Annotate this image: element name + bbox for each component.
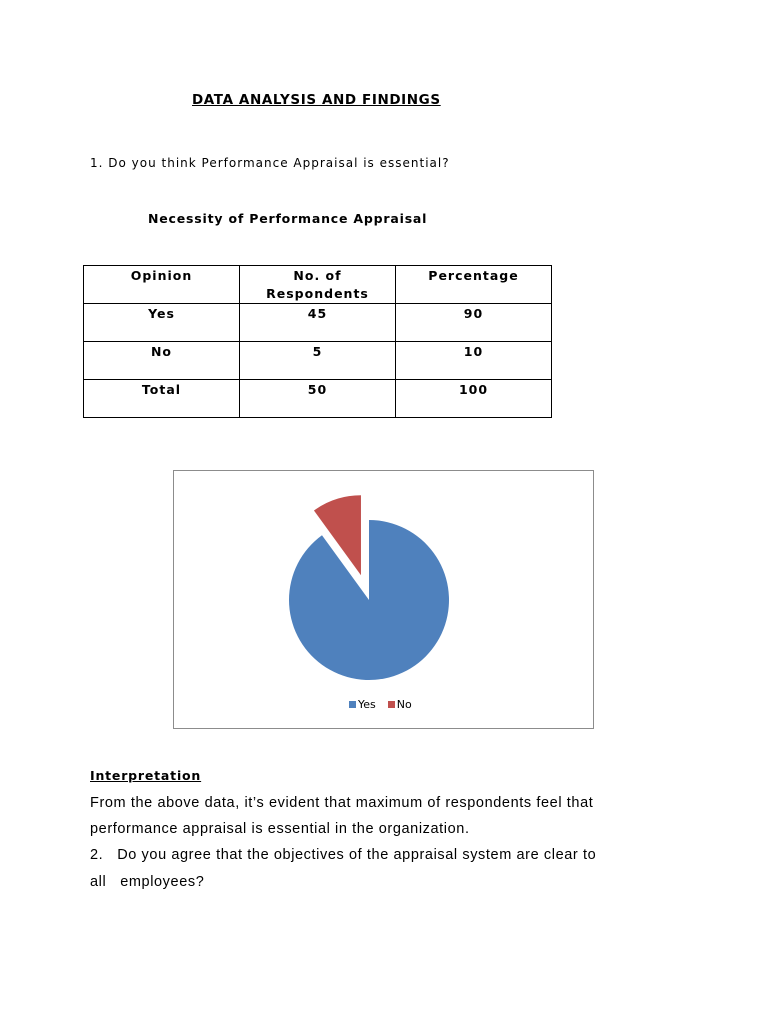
question-2-number: 2. (90, 847, 104, 863)
legend-swatch-yes (349, 701, 356, 708)
cell-respondents: 50 (240, 380, 396, 418)
interpretation-line-1: From the above data, it’s evident that maximum of respondents feel that (90, 795, 594, 811)
page-heading: DATA ANALYSIS AND FINDINGS (192, 92, 441, 108)
header-opinion: Opinion (84, 266, 240, 304)
cell-opinion: No (84, 342, 240, 380)
header-percentage: Percentage (396, 266, 552, 304)
cell-percentage: 10 (396, 342, 552, 380)
legend-label-yes: Yes (358, 698, 376, 711)
chart-legend (349, 698, 424, 711)
interpretation-line-2: performance appraisal is essential in the organization. (90, 821, 470, 837)
table-row (84, 342, 552, 380)
header-respondents: No. of Respondents (240, 266, 396, 304)
question-2-line-2: all employees? (90, 874, 205, 890)
question-1: 1. Do you think Performance Appraisal is essential? (90, 156, 450, 170)
cell-percentage: 90 (396, 304, 552, 342)
table-row (84, 304, 552, 342)
question-2-line-1 (90, 847, 690, 863)
legend-item-no (388, 698, 412, 711)
table-row (84, 380, 552, 418)
cell-respondents: 45 (240, 304, 396, 342)
legend-swatch-no (388, 701, 395, 708)
interpretation-title: Interpretation (90, 768, 202, 783)
question-2-text: Do you agree that the objectives of the appraisal system are clear to (117, 847, 597, 863)
cell-opinion: Total (84, 380, 240, 418)
pie-slice-yes (289, 520, 449, 680)
pie-chart (174, 471, 595, 730)
table-caption: Necessity of Performance Appraisal (148, 211, 428, 226)
pie-chart-frame (173, 470, 594, 729)
cell-respondents: 5 (240, 342, 396, 380)
cell-percentage: 100 (396, 380, 552, 418)
legend-label-no: No (396, 698, 412, 711)
legend-item-yes (349, 698, 376, 711)
cell-opinion: Yes (84, 304, 240, 342)
respondents-table (83, 265, 552, 418)
table-header-row (84, 266, 552, 304)
